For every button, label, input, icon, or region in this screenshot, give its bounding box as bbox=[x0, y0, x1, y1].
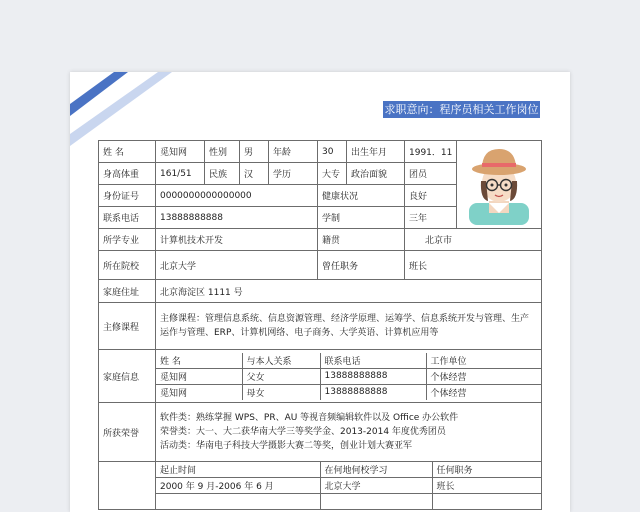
family-relation: 母女 bbox=[242, 384, 320, 400]
years-label: 学制 bbox=[318, 207, 405, 229]
family-header-phone: 联系电话 bbox=[320, 353, 426, 369]
family-header-name: 姓 名 bbox=[156, 353, 242, 369]
study-header-time: 起止时间 bbox=[156, 462, 320, 478]
origin-value: 北京市 bbox=[405, 229, 542, 251]
family-phone: 13888888888 bbox=[320, 368, 426, 384]
honor-activity: 活动类：华南电子科技大学摄影大赛二等奖，创业计划大赛亚军 bbox=[160, 441, 413, 451]
years-value: 三年 bbox=[405, 207, 457, 229]
address-label: 家庭住址 bbox=[99, 280, 156, 303]
ethnic-value: 汉 bbox=[240, 163, 269, 185]
origin-label: 籍贯 bbox=[318, 229, 405, 251]
politics-label: 政治面貌 bbox=[347, 163, 405, 185]
job-intent-banner: 求职意向：程序员相关工作岗位 bbox=[384, 103, 539, 116]
honors-label: 所获荣誉 bbox=[99, 403, 156, 462]
phone-value: 13888888888 bbox=[156, 207, 318, 229]
table-row bbox=[156, 494, 541, 510]
age-value: 30 bbox=[318, 141, 347, 163]
school-value: 北京大学 bbox=[156, 251, 318, 280]
courses-value: 主修课程：管理信息系统、信息资源管理、经济学原理、运筹学、信息系统开发与管理、生产运作与管理、ERP、计算机网络、电子商务、大学英语、计算机应用等 bbox=[156, 303, 542, 350]
family-name: 觅知网 bbox=[156, 384, 242, 400]
family-phone: 13888888888 bbox=[320, 384, 426, 400]
honors-value bbox=[156, 403, 542, 462]
honor-award: 荣誉类：大一、大二获华南大学三等奖学金、2013-2014 年度优秀团员 bbox=[160, 427, 446, 437]
courses-label: 主修课程 bbox=[99, 303, 156, 350]
honor-software: 软件类：熟练掌握 WPS、PR、AU 等视音频编辑软件以及 Office 办公软件 bbox=[160, 413, 459, 423]
age-label: 年龄 bbox=[269, 141, 318, 163]
politics-value: 团员 bbox=[405, 163, 457, 185]
table-row bbox=[156, 384, 541, 400]
id-label: 身份证号 bbox=[99, 185, 156, 207]
phone-label: 联系电话 bbox=[99, 207, 156, 229]
study-table-cell bbox=[156, 462, 542, 510]
family-work: 个体经营 bbox=[426, 368, 541, 384]
ethnic-label: 民族 bbox=[205, 163, 240, 185]
gender-label: 性别 bbox=[205, 141, 240, 163]
health-value: 良好 bbox=[405, 185, 457, 207]
id-value: 0000000000000000 bbox=[156, 185, 318, 207]
post-label: 曾任职务 bbox=[318, 251, 405, 280]
birth-label: 出生年月 bbox=[347, 141, 405, 163]
school-label: 所在院校 bbox=[99, 251, 156, 280]
height-weight-label: 身高体重 bbox=[99, 163, 156, 185]
resume-table bbox=[98, 140, 542, 510]
height-weight-value: 161/51 bbox=[156, 163, 205, 185]
study-post: 班长 bbox=[432, 478, 541, 494]
family-header-work: 工作单位 bbox=[426, 353, 541, 369]
study-header-school: 在何地何校学习 bbox=[320, 462, 432, 478]
education-value: 大专 bbox=[318, 163, 347, 185]
avatar bbox=[464, 141, 534, 225]
family-work: 个体经营 bbox=[430, 388, 467, 399]
health-label: 健康状况 bbox=[318, 185, 405, 207]
study-time: 2000 年 9 月-2006 年 6 月 bbox=[156, 478, 320, 494]
study-school: 北京大学 bbox=[320, 478, 432, 494]
education-label: 学历 bbox=[269, 163, 318, 185]
address-value: 北京海淀区 1111 号 bbox=[156, 280, 542, 303]
photo-cell bbox=[457, 141, 542, 229]
family-header-relation: 与本人关系 bbox=[242, 353, 320, 369]
family-table bbox=[156, 353, 541, 400]
family-name: 觅知网 bbox=[156, 368, 242, 384]
study-table bbox=[156, 462, 541, 509]
family-table-cell bbox=[156, 350, 542, 403]
birth-value: 1991．11 bbox=[405, 141, 457, 163]
major-label: 所学专业 bbox=[99, 229, 156, 251]
name-label: 姓 名 bbox=[99, 141, 156, 163]
family-label: 家庭信息 bbox=[99, 350, 156, 403]
table-row bbox=[156, 368, 541, 384]
major-value: 计算机技术开发 bbox=[156, 229, 318, 251]
table-row bbox=[156, 478, 541, 494]
study-header-post: 任何职务 bbox=[432, 462, 541, 478]
family-relation: 父女 bbox=[242, 368, 320, 384]
study-label bbox=[99, 462, 156, 510]
resume-page bbox=[70, 72, 570, 512]
name-value: 觅知网 bbox=[156, 141, 205, 163]
gender-value: 男 bbox=[240, 141, 269, 163]
post-value: 班长 bbox=[405, 251, 542, 280]
